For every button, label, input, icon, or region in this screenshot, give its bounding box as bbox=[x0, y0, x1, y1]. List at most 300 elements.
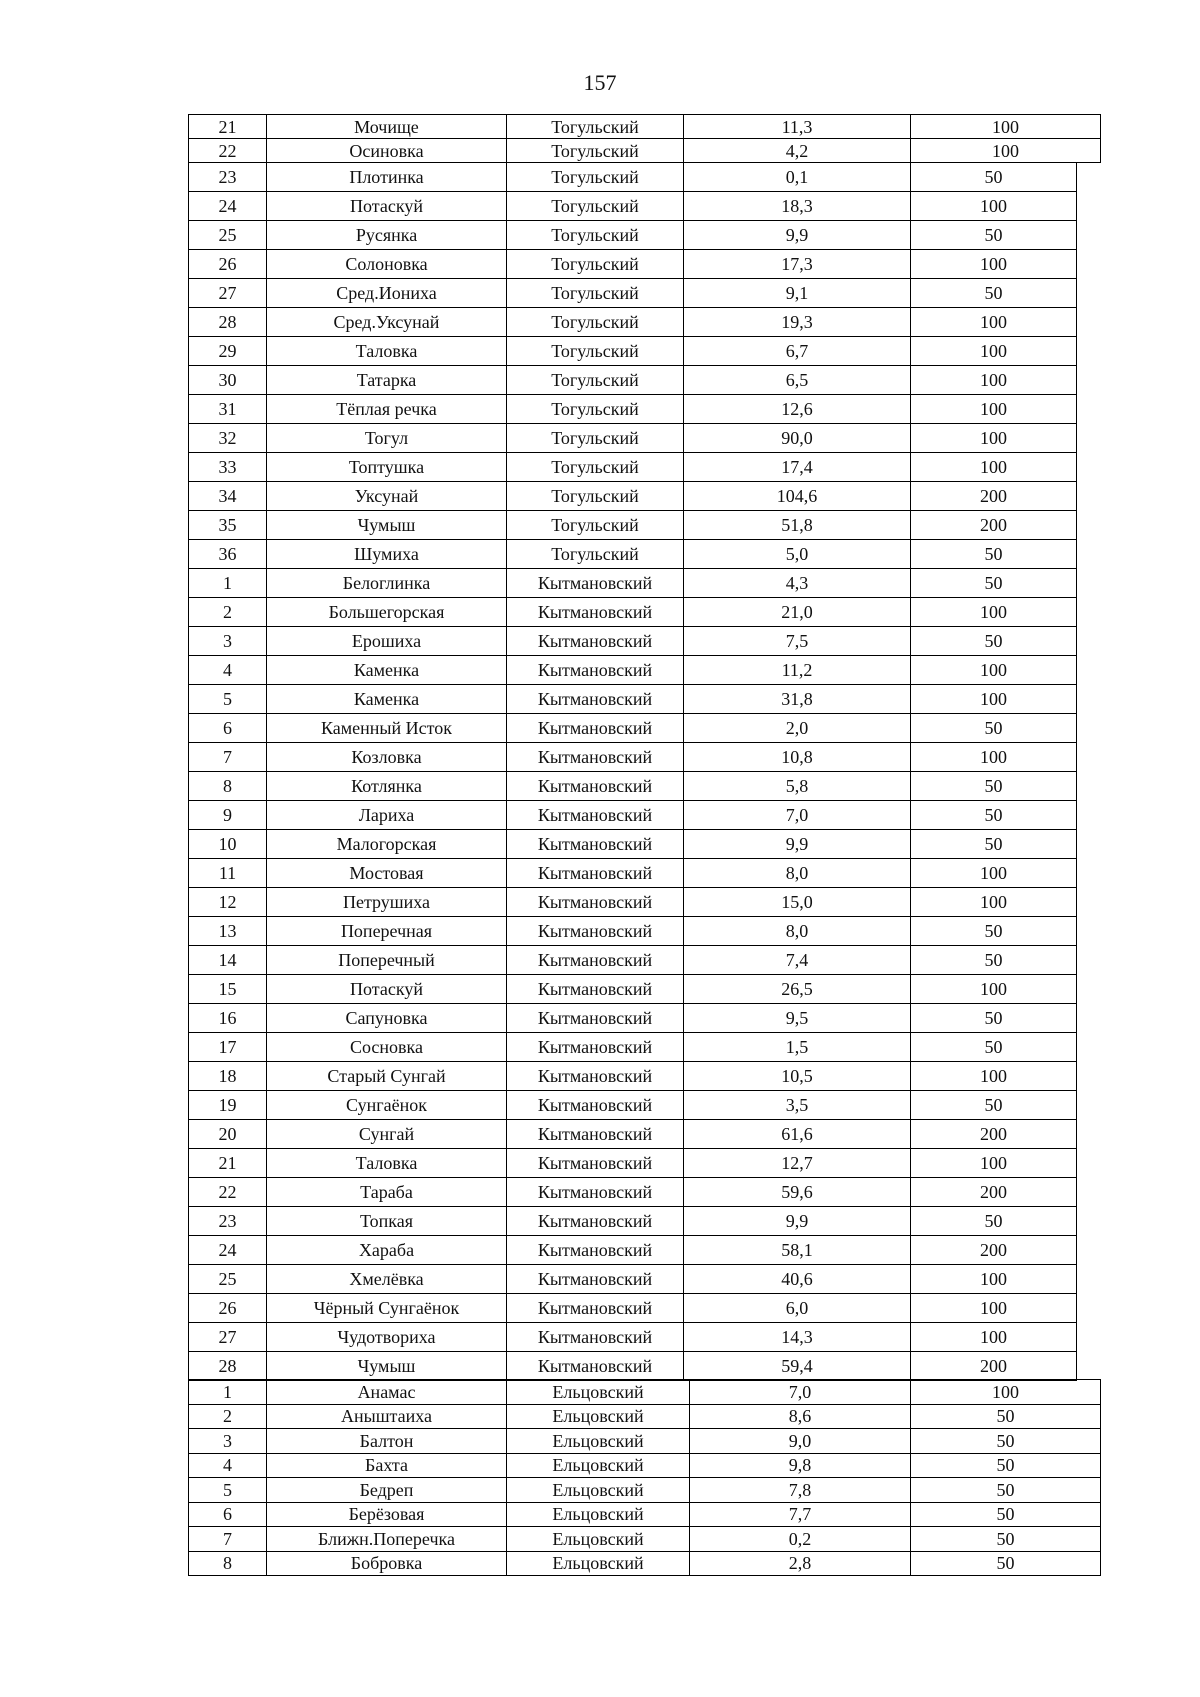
length-cell: 19,3 bbox=[684, 308, 911, 337]
width-cell: 50 bbox=[911, 1004, 1077, 1033]
width-cell: 100 bbox=[911, 859, 1077, 888]
row-number-cell: 21 bbox=[189, 1149, 267, 1178]
table-row bbox=[189, 540, 1077, 569]
row-number-cell: 30 bbox=[189, 366, 267, 395]
length-cell: 90,0 bbox=[684, 424, 911, 453]
river-name-cell: Таловка bbox=[267, 337, 507, 366]
table-row bbox=[189, 163, 1077, 192]
table-row bbox=[189, 250, 1077, 279]
district-cell: Кытмановский bbox=[507, 946, 684, 975]
table-row bbox=[189, 1120, 1077, 1149]
river-name-cell: Балтон bbox=[267, 1429, 507, 1454]
district-cell: Тогульский bbox=[507, 366, 684, 395]
table-row bbox=[189, 1453, 1101, 1478]
row-number-cell: 14 bbox=[189, 946, 267, 975]
district-cell: Кытмановский bbox=[507, 569, 684, 598]
district-cell: Кытмановский bbox=[507, 859, 684, 888]
river-name-cell: Бобровка bbox=[267, 1551, 507, 1576]
row-number-cell: 6 bbox=[189, 1502, 267, 1527]
length-cell: 58,1 bbox=[684, 1236, 911, 1265]
table-row bbox=[189, 917, 1077, 946]
length-cell: 8,0 bbox=[684, 859, 911, 888]
length-cell: 40,6 bbox=[684, 1265, 911, 1294]
width-cell: 50 bbox=[911, 1404, 1101, 1429]
width-cell: 50 bbox=[911, 1207, 1077, 1236]
length-cell: 10,8 bbox=[684, 743, 911, 772]
row-number-cell: 21 bbox=[189, 115, 267, 139]
length-cell: 7,0 bbox=[684, 801, 911, 830]
length-cell: 51,8 bbox=[684, 511, 911, 540]
district-cell: Кытмановский bbox=[507, 1323, 684, 1352]
length-cell: 12,7 bbox=[684, 1149, 911, 1178]
width-cell: 50 bbox=[911, 917, 1077, 946]
width-cell: 100 bbox=[911, 975, 1077, 1004]
river-name-cell: Лариха bbox=[267, 801, 507, 830]
district-cell: Кытмановский bbox=[507, 627, 684, 656]
row-number-cell: 17 bbox=[189, 1033, 267, 1062]
river-name-cell: Каменка bbox=[267, 685, 507, 714]
river-name-cell: Чумыш bbox=[267, 511, 507, 540]
row-number-cell: 26 bbox=[189, 1294, 267, 1323]
table-row bbox=[189, 366, 1077, 395]
table-row bbox=[189, 1429, 1101, 1454]
width-cell: 100 bbox=[911, 1265, 1077, 1294]
length-cell: 7,8 bbox=[690, 1478, 911, 1503]
width-cell: 100 bbox=[911, 139, 1101, 163]
row-number-cell: 13 bbox=[189, 917, 267, 946]
row-number-cell: 32 bbox=[189, 424, 267, 453]
length-cell: 9,9 bbox=[684, 1207, 911, 1236]
length-cell: 8,0 bbox=[684, 917, 911, 946]
length-cell: 3,5 bbox=[684, 1091, 911, 1120]
table-row bbox=[189, 1207, 1077, 1236]
row-number-cell: 9 bbox=[189, 801, 267, 830]
width-cell: 50 bbox=[911, 1478, 1101, 1503]
length-cell: 26,5 bbox=[684, 975, 911, 1004]
row-number-cell: 28 bbox=[189, 1352, 267, 1381]
district-cell: Кытмановский bbox=[507, 656, 684, 685]
district-cell: Тогульский bbox=[507, 308, 684, 337]
length-cell: 11,2 bbox=[684, 656, 911, 685]
river-name-cell: Аныштаиха bbox=[267, 1404, 507, 1429]
length-cell: 4,2 bbox=[684, 139, 911, 163]
row-number-cell: 33 bbox=[189, 453, 267, 482]
row-number-cell: 1 bbox=[189, 569, 267, 598]
width-cell: 200 bbox=[911, 1120, 1077, 1149]
district-cell: Тогульский bbox=[507, 337, 684, 366]
width-cell: 50 bbox=[911, 1502, 1101, 1527]
row-number-cell: 34 bbox=[189, 482, 267, 511]
table-row bbox=[189, 1149, 1077, 1178]
district-cell: Кытмановский bbox=[507, 1178, 684, 1207]
width-cell: 100 bbox=[911, 1149, 1077, 1178]
width-cell: 100 bbox=[911, 337, 1077, 366]
river-name-cell: Таловка bbox=[267, 1149, 507, 1178]
length-cell: 21,0 bbox=[684, 598, 911, 627]
river-name-cell: Чёрный Сунгаёнок bbox=[267, 1294, 507, 1323]
district-cell: Тогульский bbox=[507, 511, 684, 540]
river-name-cell: Анамас bbox=[267, 1380, 507, 1405]
width-cell: 100 bbox=[911, 656, 1077, 685]
table-row bbox=[189, 395, 1077, 424]
table-row bbox=[189, 1551, 1101, 1576]
district-cell: Тогульский bbox=[507, 424, 684, 453]
width-cell: 100 bbox=[911, 366, 1077, 395]
width-cell: 50 bbox=[911, 946, 1077, 975]
row-number-cell: 23 bbox=[189, 163, 267, 192]
width-cell: 50 bbox=[911, 1551, 1101, 1576]
row-number-cell: 20 bbox=[189, 1120, 267, 1149]
district-cell: Кытмановский bbox=[507, 1207, 684, 1236]
width-cell: 100 bbox=[911, 888, 1077, 917]
length-cell: 14,3 bbox=[684, 1323, 911, 1352]
length-cell: 104,6 bbox=[684, 482, 911, 511]
length-cell: 59,4 bbox=[684, 1352, 911, 1381]
row-number-cell: 24 bbox=[189, 1236, 267, 1265]
length-cell: 4,3 bbox=[684, 569, 911, 598]
width-cell: 200 bbox=[911, 1352, 1077, 1381]
row-number-cell: 8 bbox=[189, 1551, 267, 1576]
row-number-cell: 6 bbox=[189, 714, 267, 743]
length-cell: 17,3 bbox=[684, 250, 911, 279]
table-row bbox=[189, 1478, 1101, 1503]
river-name-cell: Ближн.Поперечка bbox=[267, 1527, 507, 1552]
district-cell: Кытмановский bbox=[507, 598, 684, 627]
row-number-cell: 18 bbox=[189, 1062, 267, 1091]
length-cell: 59,6 bbox=[684, 1178, 911, 1207]
table-row bbox=[189, 1062, 1077, 1091]
district-cell: Кытмановский bbox=[507, 1265, 684, 1294]
width-cell: 50 bbox=[911, 1527, 1101, 1552]
river-name-cell: Чудотвориха bbox=[267, 1323, 507, 1352]
river-name-cell: Тараба bbox=[267, 1178, 507, 1207]
district-cell: Кытмановский bbox=[507, 1062, 684, 1091]
length-cell: 1,5 bbox=[684, 1033, 911, 1062]
district-cell: Ельцовский bbox=[507, 1429, 690, 1454]
table-row bbox=[189, 1265, 1077, 1294]
district-cell: Тогульский bbox=[507, 163, 684, 192]
length-cell: 61,6 bbox=[684, 1120, 911, 1149]
length-cell: 15,0 bbox=[684, 888, 911, 917]
table-row bbox=[189, 1178, 1077, 1207]
district-cell: Кытмановский bbox=[507, 685, 684, 714]
length-cell: 17,4 bbox=[684, 453, 911, 482]
width-cell: 200 bbox=[911, 1236, 1077, 1265]
table-row bbox=[189, 308, 1077, 337]
width-cell: 50 bbox=[911, 627, 1077, 656]
district-cell: Тогульский bbox=[507, 279, 684, 308]
river-name-cell: Мочище bbox=[267, 115, 507, 139]
width-cell: 50 bbox=[911, 221, 1077, 250]
table-row bbox=[189, 569, 1077, 598]
table-block-a bbox=[188, 114, 1101, 163]
river-name-cell: Каменка bbox=[267, 656, 507, 685]
length-cell: 9,8 bbox=[690, 1453, 911, 1478]
length-cell: 2,0 bbox=[684, 714, 911, 743]
table-row bbox=[189, 598, 1077, 627]
table-row bbox=[189, 1404, 1101, 1429]
district-cell: Ельцовский bbox=[507, 1380, 690, 1405]
row-number-cell: 22 bbox=[189, 139, 267, 163]
river-name-cell: Потаскуй bbox=[267, 192, 507, 221]
river-name-cell: Сапуновка bbox=[267, 1004, 507, 1033]
river-name-cell: Малогорская bbox=[267, 830, 507, 859]
table-row bbox=[189, 1323, 1077, 1352]
page-number: 157 bbox=[583, 70, 617, 95]
width-cell: 100 bbox=[911, 1323, 1077, 1352]
river-name-cell: Топкая bbox=[267, 1207, 507, 1236]
row-number-cell: 4 bbox=[189, 656, 267, 685]
table-row bbox=[189, 1294, 1077, 1323]
district-cell: Кытмановский bbox=[507, 1004, 684, 1033]
width-cell: 100 bbox=[911, 308, 1077, 337]
table-block-b bbox=[188, 162, 1077, 1381]
row-number-cell: 3 bbox=[189, 1429, 267, 1454]
row-number-cell: 7 bbox=[189, 743, 267, 772]
table-row bbox=[189, 1091, 1077, 1120]
district-cell: Кытмановский bbox=[507, 1294, 684, 1323]
row-number-cell: 25 bbox=[189, 1265, 267, 1294]
river-name-cell: Шумиха bbox=[267, 540, 507, 569]
row-number-cell: 1 bbox=[189, 1380, 267, 1405]
length-cell: 12,6 bbox=[684, 395, 911, 424]
river-name-cell: Сред.Иониха bbox=[267, 279, 507, 308]
river-name-cell: Тогул bbox=[267, 424, 507, 453]
river-name-cell: Старый Сунгай bbox=[267, 1062, 507, 1091]
row-number-cell: 31 bbox=[189, 395, 267, 424]
row-number-cell: 15 bbox=[189, 975, 267, 1004]
river-name-cell: Петрушиха bbox=[267, 888, 507, 917]
row-number-cell: 24 bbox=[189, 192, 267, 221]
row-number-cell: 25 bbox=[189, 221, 267, 250]
table-row bbox=[189, 743, 1077, 772]
table-row bbox=[189, 1502, 1101, 1527]
length-cell: 5,0 bbox=[684, 540, 911, 569]
table-row bbox=[189, 139, 1101, 163]
district-cell: Кытмановский bbox=[507, 714, 684, 743]
district-cell: Кытмановский bbox=[507, 1091, 684, 1120]
row-number-cell: 4 bbox=[189, 1453, 267, 1478]
row-number-cell: 35 bbox=[189, 511, 267, 540]
row-number-cell: 7 bbox=[189, 1527, 267, 1552]
width-cell: 200 bbox=[911, 511, 1077, 540]
district-cell: Ельцовский bbox=[507, 1527, 690, 1552]
district-cell: Кытмановский bbox=[507, 975, 684, 1004]
row-number-cell: 5 bbox=[189, 1478, 267, 1503]
length-cell: 7,5 bbox=[684, 627, 911, 656]
table-row bbox=[189, 115, 1101, 139]
river-name-cell: Потаскуй bbox=[267, 975, 507, 1004]
length-cell: 0,1 bbox=[684, 163, 911, 192]
length-cell: 7,7 bbox=[690, 1502, 911, 1527]
length-cell: 9,9 bbox=[684, 221, 911, 250]
table-row bbox=[189, 337, 1077, 366]
length-cell: 31,8 bbox=[684, 685, 911, 714]
river-name-cell: Тёплая речка bbox=[267, 395, 507, 424]
district-cell: Кытмановский bbox=[507, 1120, 684, 1149]
river-name-cell: Сунгаёнок bbox=[267, 1091, 507, 1120]
width-cell: 50 bbox=[911, 1453, 1101, 1478]
table-row bbox=[189, 1004, 1077, 1033]
width-cell: 50 bbox=[911, 279, 1077, 308]
width-cell: 200 bbox=[911, 482, 1077, 511]
district-cell: Тогульский bbox=[507, 540, 684, 569]
river-name-cell: Мостовая bbox=[267, 859, 507, 888]
district-cell: Кытмановский bbox=[507, 1352, 684, 1381]
table-row bbox=[189, 511, 1077, 540]
river-name-cell: Котлянка bbox=[267, 772, 507, 801]
width-cell: 100 bbox=[911, 1062, 1077, 1091]
table-row bbox=[189, 656, 1077, 685]
width-cell: 50 bbox=[911, 1091, 1077, 1120]
river-name-cell: Сунгай bbox=[267, 1120, 507, 1149]
table-row bbox=[189, 830, 1077, 859]
river-name-cell: Солоновка bbox=[267, 250, 507, 279]
table-row bbox=[189, 801, 1077, 830]
district-cell: Тогульский bbox=[507, 250, 684, 279]
row-number-cell: 26 bbox=[189, 250, 267, 279]
length-cell: 11,3 bbox=[684, 115, 911, 139]
row-number-cell: 28 bbox=[189, 308, 267, 337]
district-cell: Ельцовский bbox=[507, 1502, 690, 1527]
width-cell: 50 bbox=[911, 830, 1077, 859]
row-number-cell: 2 bbox=[189, 598, 267, 627]
length-cell: 7,4 bbox=[684, 946, 911, 975]
width-cell: 50 bbox=[911, 569, 1077, 598]
table-row bbox=[189, 1527, 1101, 1552]
river-name-cell: Белоглинка bbox=[267, 569, 507, 598]
district-cell: Ельцовский bbox=[507, 1453, 690, 1478]
length-cell: 10,5 bbox=[684, 1062, 911, 1091]
row-number-cell: 10 bbox=[189, 830, 267, 859]
row-number-cell: 11 bbox=[189, 859, 267, 888]
table-row bbox=[189, 1236, 1077, 1265]
district-cell: Кытмановский bbox=[507, 1149, 684, 1178]
row-number-cell: 27 bbox=[189, 1323, 267, 1352]
river-name-cell: Хмелёвка bbox=[267, 1265, 507, 1294]
row-number-cell: 22 bbox=[189, 1178, 267, 1207]
width-cell: 100 bbox=[911, 395, 1077, 424]
river-name-cell: Топтушка bbox=[267, 453, 507, 482]
width-cell: 100 bbox=[911, 192, 1077, 221]
width-cell: 100 bbox=[911, 598, 1077, 627]
row-number-cell: 29 bbox=[189, 337, 267, 366]
river-name-cell: Уксунай bbox=[267, 482, 507, 511]
district-cell: Ельцовский bbox=[507, 1404, 690, 1429]
district-cell: Тогульский bbox=[507, 115, 684, 139]
table-row bbox=[189, 1033, 1077, 1062]
table-row bbox=[189, 627, 1077, 656]
row-number-cell: 12 bbox=[189, 888, 267, 917]
table-row bbox=[189, 714, 1077, 743]
river-name-cell: Поперечный bbox=[267, 946, 507, 975]
length-cell: 9,5 bbox=[684, 1004, 911, 1033]
district-cell: Тогульский bbox=[507, 482, 684, 511]
table-row bbox=[189, 685, 1077, 714]
width-cell: 50 bbox=[911, 1429, 1101, 1454]
width-cell: 50 bbox=[911, 801, 1077, 830]
river-name-cell: Большегорская bbox=[267, 598, 507, 627]
river-name-cell: Татарка bbox=[267, 366, 507, 395]
district-cell: Кытмановский bbox=[507, 917, 684, 946]
row-number-cell: 8 bbox=[189, 772, 267, 801]
table-row bbox=[189, 888, 1077, 917]
row-number-cell: 5 bbox=[189, 685, 267, 714]
width-cell: 100 bbox=[911, 1294, 1077, 1323]
table-row bbox=[189, 946, 1077, 975]
river-name-cell: Поперечная bbox=[267, 917, 507, 946]
river-name-cell: Плотинка bbox=[267, 163, 507, 192]
district-cell: Кытмановский bbox=[507, 1236, 684, 1265]
width-cell: 100 bbox=[911, 453, 1077, 482]
river-name-cell: Чумыш bbox=[267, 1352, 507, 1381]
width-cell: 50 bbox=[911, 714, 1077, 743]
district-cell: Кытмановский bbox=[507, 801, 684, 830]
row-number-cell: 16 bbox=[189, 1004, 267, 1033]
table-row bbox=[189, 975, 1077, 1004]
table-block-c bbox=[188, 1379, 1101, 1576]
river-name-cell: Бахта bbox=[267, 1453, 507, 1478]
district-cell: Тогульский bbox=[507, 453, 684, 482]
length-cell: 7,0 bbox=[690, 1380, 911, 1405]
length-cell: 0,2 bbox=[690, 1527, 911, 1552]
district-cell: Тогульский bbox=[507, 192, 684, 221]
width-cell: 50 bbox=[911, 1033, 1077, 1062]
length-cell: 9,1 bbox=[684, 279, 911, 308]
district-cell: Кытмановский bbox=[507, 772, 684, 801]
river-name-cell: Бедреп bbox=[267, 1478, 507, 1503]
row-number-cell: 23 bbox=[189, 1207, 267, 1236]
district-cell: Тогульский bbox=[507, 221, 684, 250]
table-row bbox=[189, 279, 1077, 308]
length-cell: 5,8 bbox=[684, 772, 911, 801]
district-cell: Тогульский bbox=[507, 139, 684, 163]
river-name-cell: Русянка bbox=[267, 221, 507, 250]
table-row bbox=[189, 424, 1077, 453]
row-number-cell: 3 bbox=[189, 627, 267, 656]
width-cell: 100 bbox=[911, 424, 1077, 453]
river-name-cell: Ерошиха bbox=[267, 627, 507, 656]
table-row bbox=[189, 453, 1077, 482]
table-row bbox=[189, 221, 1077, 250]
length-cell: 9,0 bbox=[690, 1429, 911, 1454]
river-name-cell: Осиновка bbox=[267, 139, 507, 163]
length-cell: 6,0 bbox=[684, 1294, 911, 1323]
district-cell: Ельцовский bbox=[507, 1551, 690, 1576]
length-cell: 2,8 bbox=[690, 1551, 911, 1576]
table-row bbox=[189, 1352, 1077, 1381]
width-cell: 100 bbox=[911, 250, 1077, 279]
river-name-cell: Берёзовая bbox=[267, 1502, 507, 1527]
district-cell: Кытмановский bbox=[507, 743, 684, 772]
river-name-cell: Сред.Уксунай bbox=[267, 308, 507, 337]
width-cell: 50 bbox=[911, 772, 1077, 801]
table-row bbox=[189, 482, 1077, 511]
river-name-cell: Хараба bbox=[267, 1236, 507, 1265]
width-cell: 50 bbox=[911, 163, 1077, 192]
table-row bbox=[189, 859, 1077, 888]
length-cell: 6,7 bbox=[684, 337, 911, 366]
row-number-cell: 19 bbox=[189, 1091, 267, 1120]
row-number-cell: 36 bbox=[189, 540, 267, 569]
table-row bbox=[189, 1380, 1101, 1405]
width-cell: 200 bbox=[911, 1178, 1077, 1207]
river-name-cell: Сосновка bbox=[267, 1033, 507, 1062]
district-cell: Тогульский bbox=[507, 395, 684, 424]
row-number-cell: 27 bbox=[189, 279, 267, 308]
row-number-cell: 2 bbox=[189, 1404, 267, 1429]
district-cell: Кытмановский bbox=[507, 830, 684, 859]
